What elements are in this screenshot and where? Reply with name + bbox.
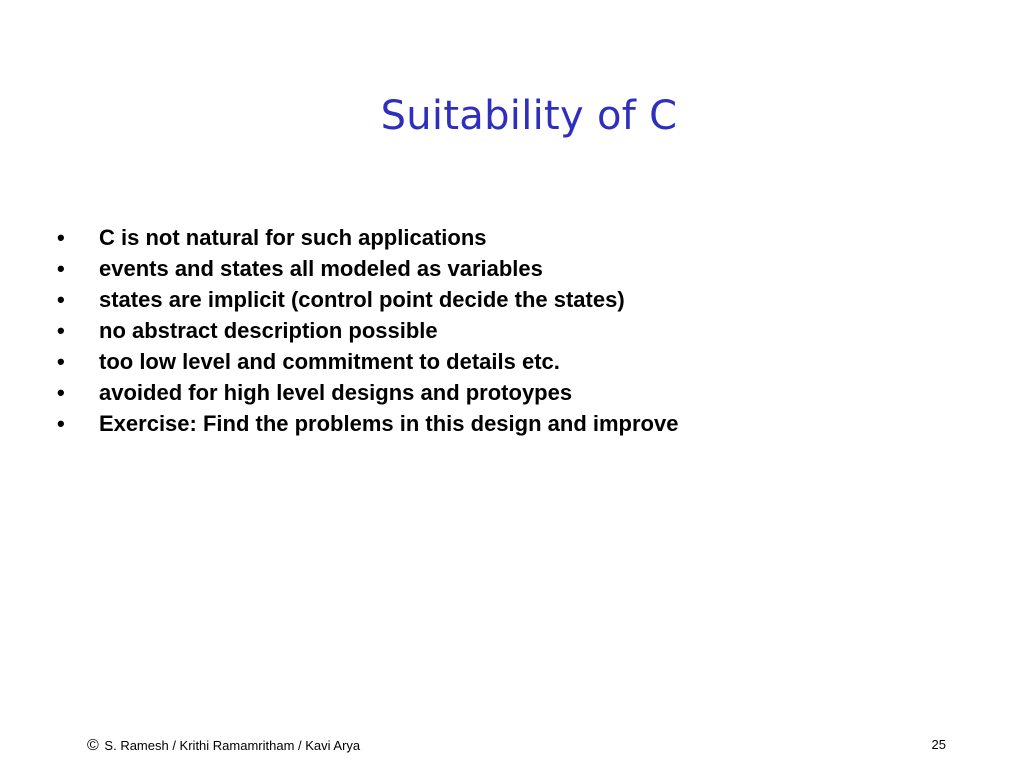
slide-title: Suitability of C <box>380 93 678 139</box>
bullet-item <box>52 284 692 315</box>
bullet-item <box>52 315 692 346</box>
bullet-item <box>52 253 692 284</box>
bullet-icon: • <box>57 411 65 436</box>
bullet-item <box>52 222 692 253</box>
bullet-icon: • <box>57 349 65 374</box>
copyright-icon: © <box>87 737 99 754</box>
bullet-icon: • <box>57 287 65 312</box>
page-number: 25 <box>931 737 946 752</box>
bullet-icon: • <box>57 256 65 281</box>
bullet-text: states are implicit (control point decide the states) <box>99 287 625 312</box>
bullet-text: avoided for high level designs and protoypes <box>99 380 573 405</box>
bullet-item <box>52 408 692 439</box>
bullet-text: events and states all modeled as variables <box>99 256 543 281</box>
bullet-text: too low level and commitment to details etc. <box>99 349 560 374</box>
footer-authors: S. Ramesh / Krithi Ramamritham / Kavi Arya <box>104 738 361 753</box>
bullet-text: no abstract description possible <box>99 318 438 343</box>
bullet-icon: • <box>57 318 65 343</box>
bullet-list <box>52 222 692 439</box>
bullet-item <box>52 346 692 377</box>
bullet-icon: • <box>57 225 65 250</box>
bullet-text: Exercise: Find the problems in this design and improve <box>99 411 679 436</box>
footer-credits <box>87 737 360 755</box>
bullet-text: C is not natural for such applications <box>99 225 487 250</box>
bullet-icon: • <box>57 380 65 405</box>
bullet-item <box>52 377 692 408</box>
